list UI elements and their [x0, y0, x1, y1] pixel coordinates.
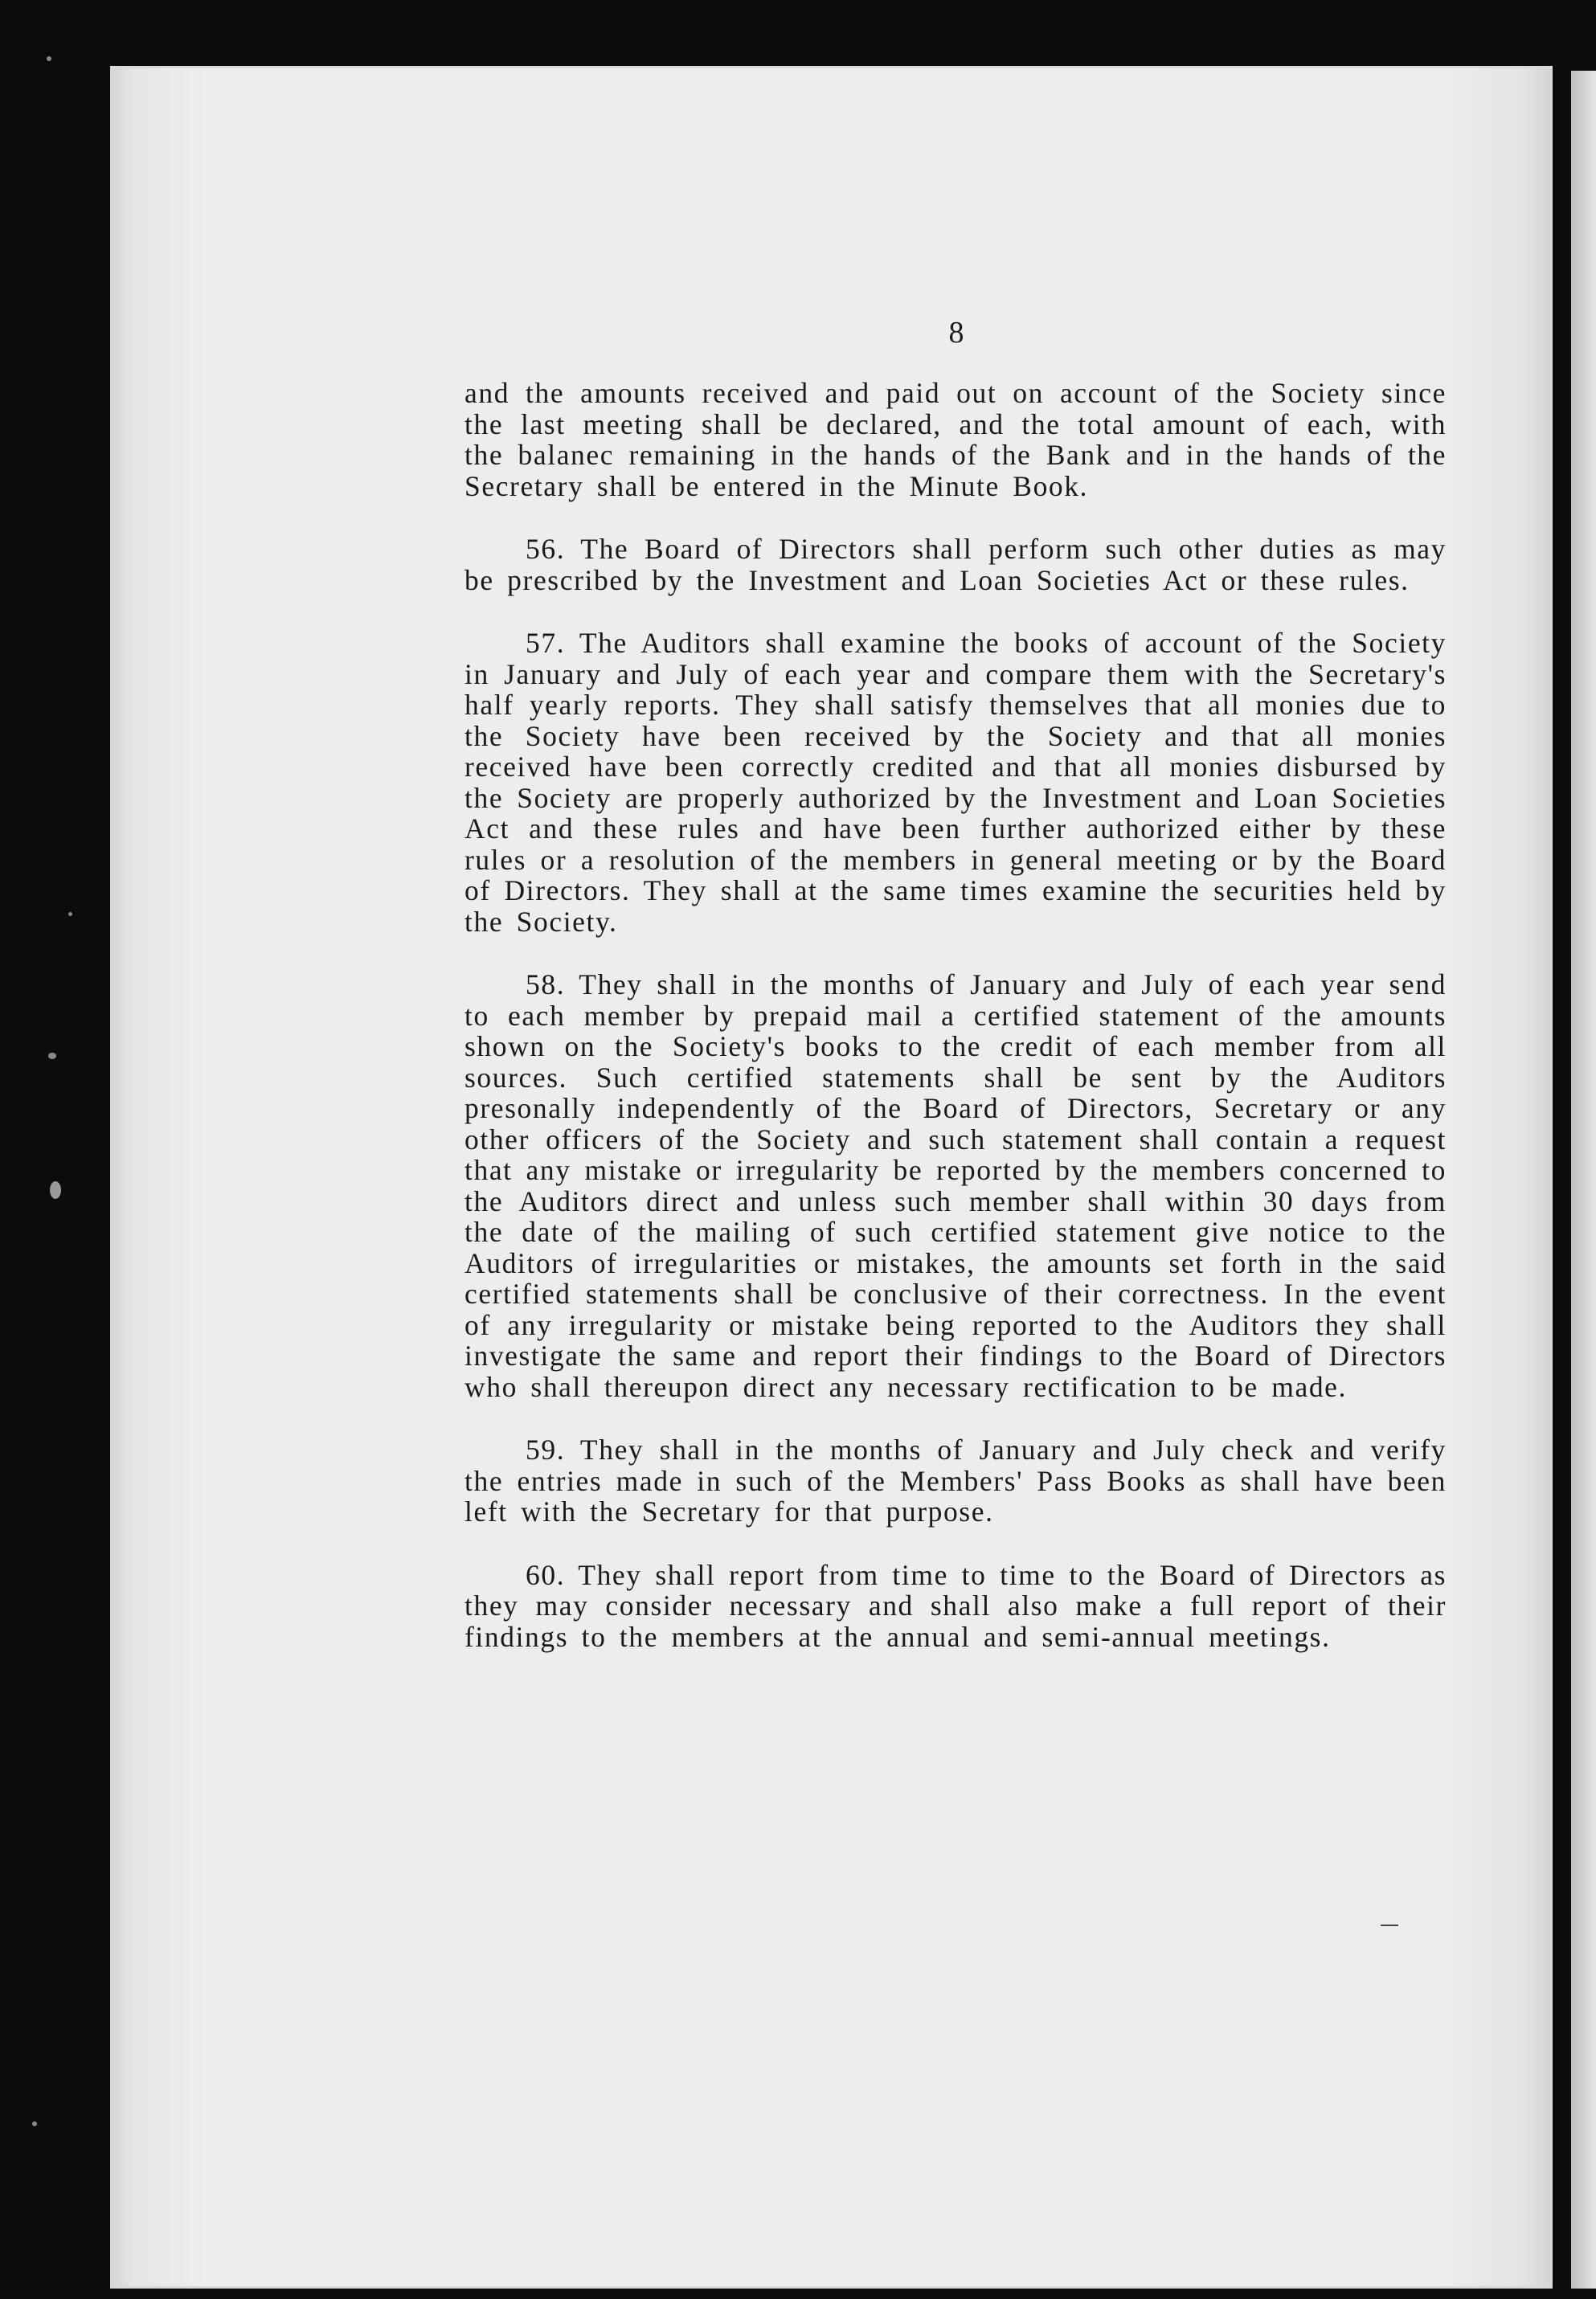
page-mark: [1381, 1925, 1398, 1926]
scan-speck: [48, 1053, 56, 1059]
scan-speck: [68, 912, 72, 916]
page-body: [464, 378, 1447, 1684]
paragraph-rule-58: 58. They shall in the months of January and July of each year send to each member by prepaid mail a certified statement of the amounts shown on the Society's books to the credit of each member from all sources. Such certified statements shall be sent by the Auditors presonally independently of the Board of Directors, Secretary or any other officers of the Society and such statement shall contain a request that any mistake or irregularity be reported by the members concerned to the Auditors direct and unless such member shall within 30 days from the date of the mailing of such certified statement give notice to the Auditors of irregularities or mistakes, the amounts set forth in the said certified statements shall be conclusive of their correctness. In the event of any irregularity or mistake being reported to the Auditors they shall investigate the same and report their findings to the Board of Directors who shall thereupon direct any necessary rectification to be made.: [464, 968, 1447, 1403]
scan-speck: [47, 56, 51, 61]
next-page-edge: [1571, 71, 1596, 2289]
paragraph-rule-57: 57. The Auditors shall examine the books of account of the Society in January and July of each year and compare them with the Secretary's half yearly reports. They shall satisfy themselves that all monies due to the Society have been received by the Society and that all monies received have been correctly credited and that all monies disbursed by the Society are properly authorized by the Investment and Loan Societies Act and these rules and have been further authorized either by these rules or a resolution of the members in general meeting or by the Board of Directors. They shall at the same times examine the securities held by the Society.: [464, 627, 1447, 938]
scan-speck: [50, 1181, 61, 1199]
paragraph-rule-60: 60. They shall report from time to time to the Board of Directors as they may consider necessary and shall also make a full report of their findings to the members at the annual and semi-annual meetings.: [464, 1558, 1447, 1653]
paragraph-rule-59: 59. They shall in the months of January and July check and verify the entries made in such of the Members' Pass Books as shall have been left with the Secretary for that purpose.: [464, 1434, 1447, 1528]
paragraph-continuation: and the amounts received and paid out on account of the Society since the last meeting shall be declared, and the total amount of each, with the balanec remaining in the hands of the Bank and in the hands of the Secretary shall be entered in the Minute Book.: [464, 377, 1447, 502]
page-number: 8: [948, 316, 964, 350]
paragraph-rule-56: 56. The Board of Directors shall perform such other duties as may be prescribed by the Investment and Loan Societies Act or these rules.: [464, 533, 1447, 596]
scan-speck: [32, 2121, 37, 2126]
